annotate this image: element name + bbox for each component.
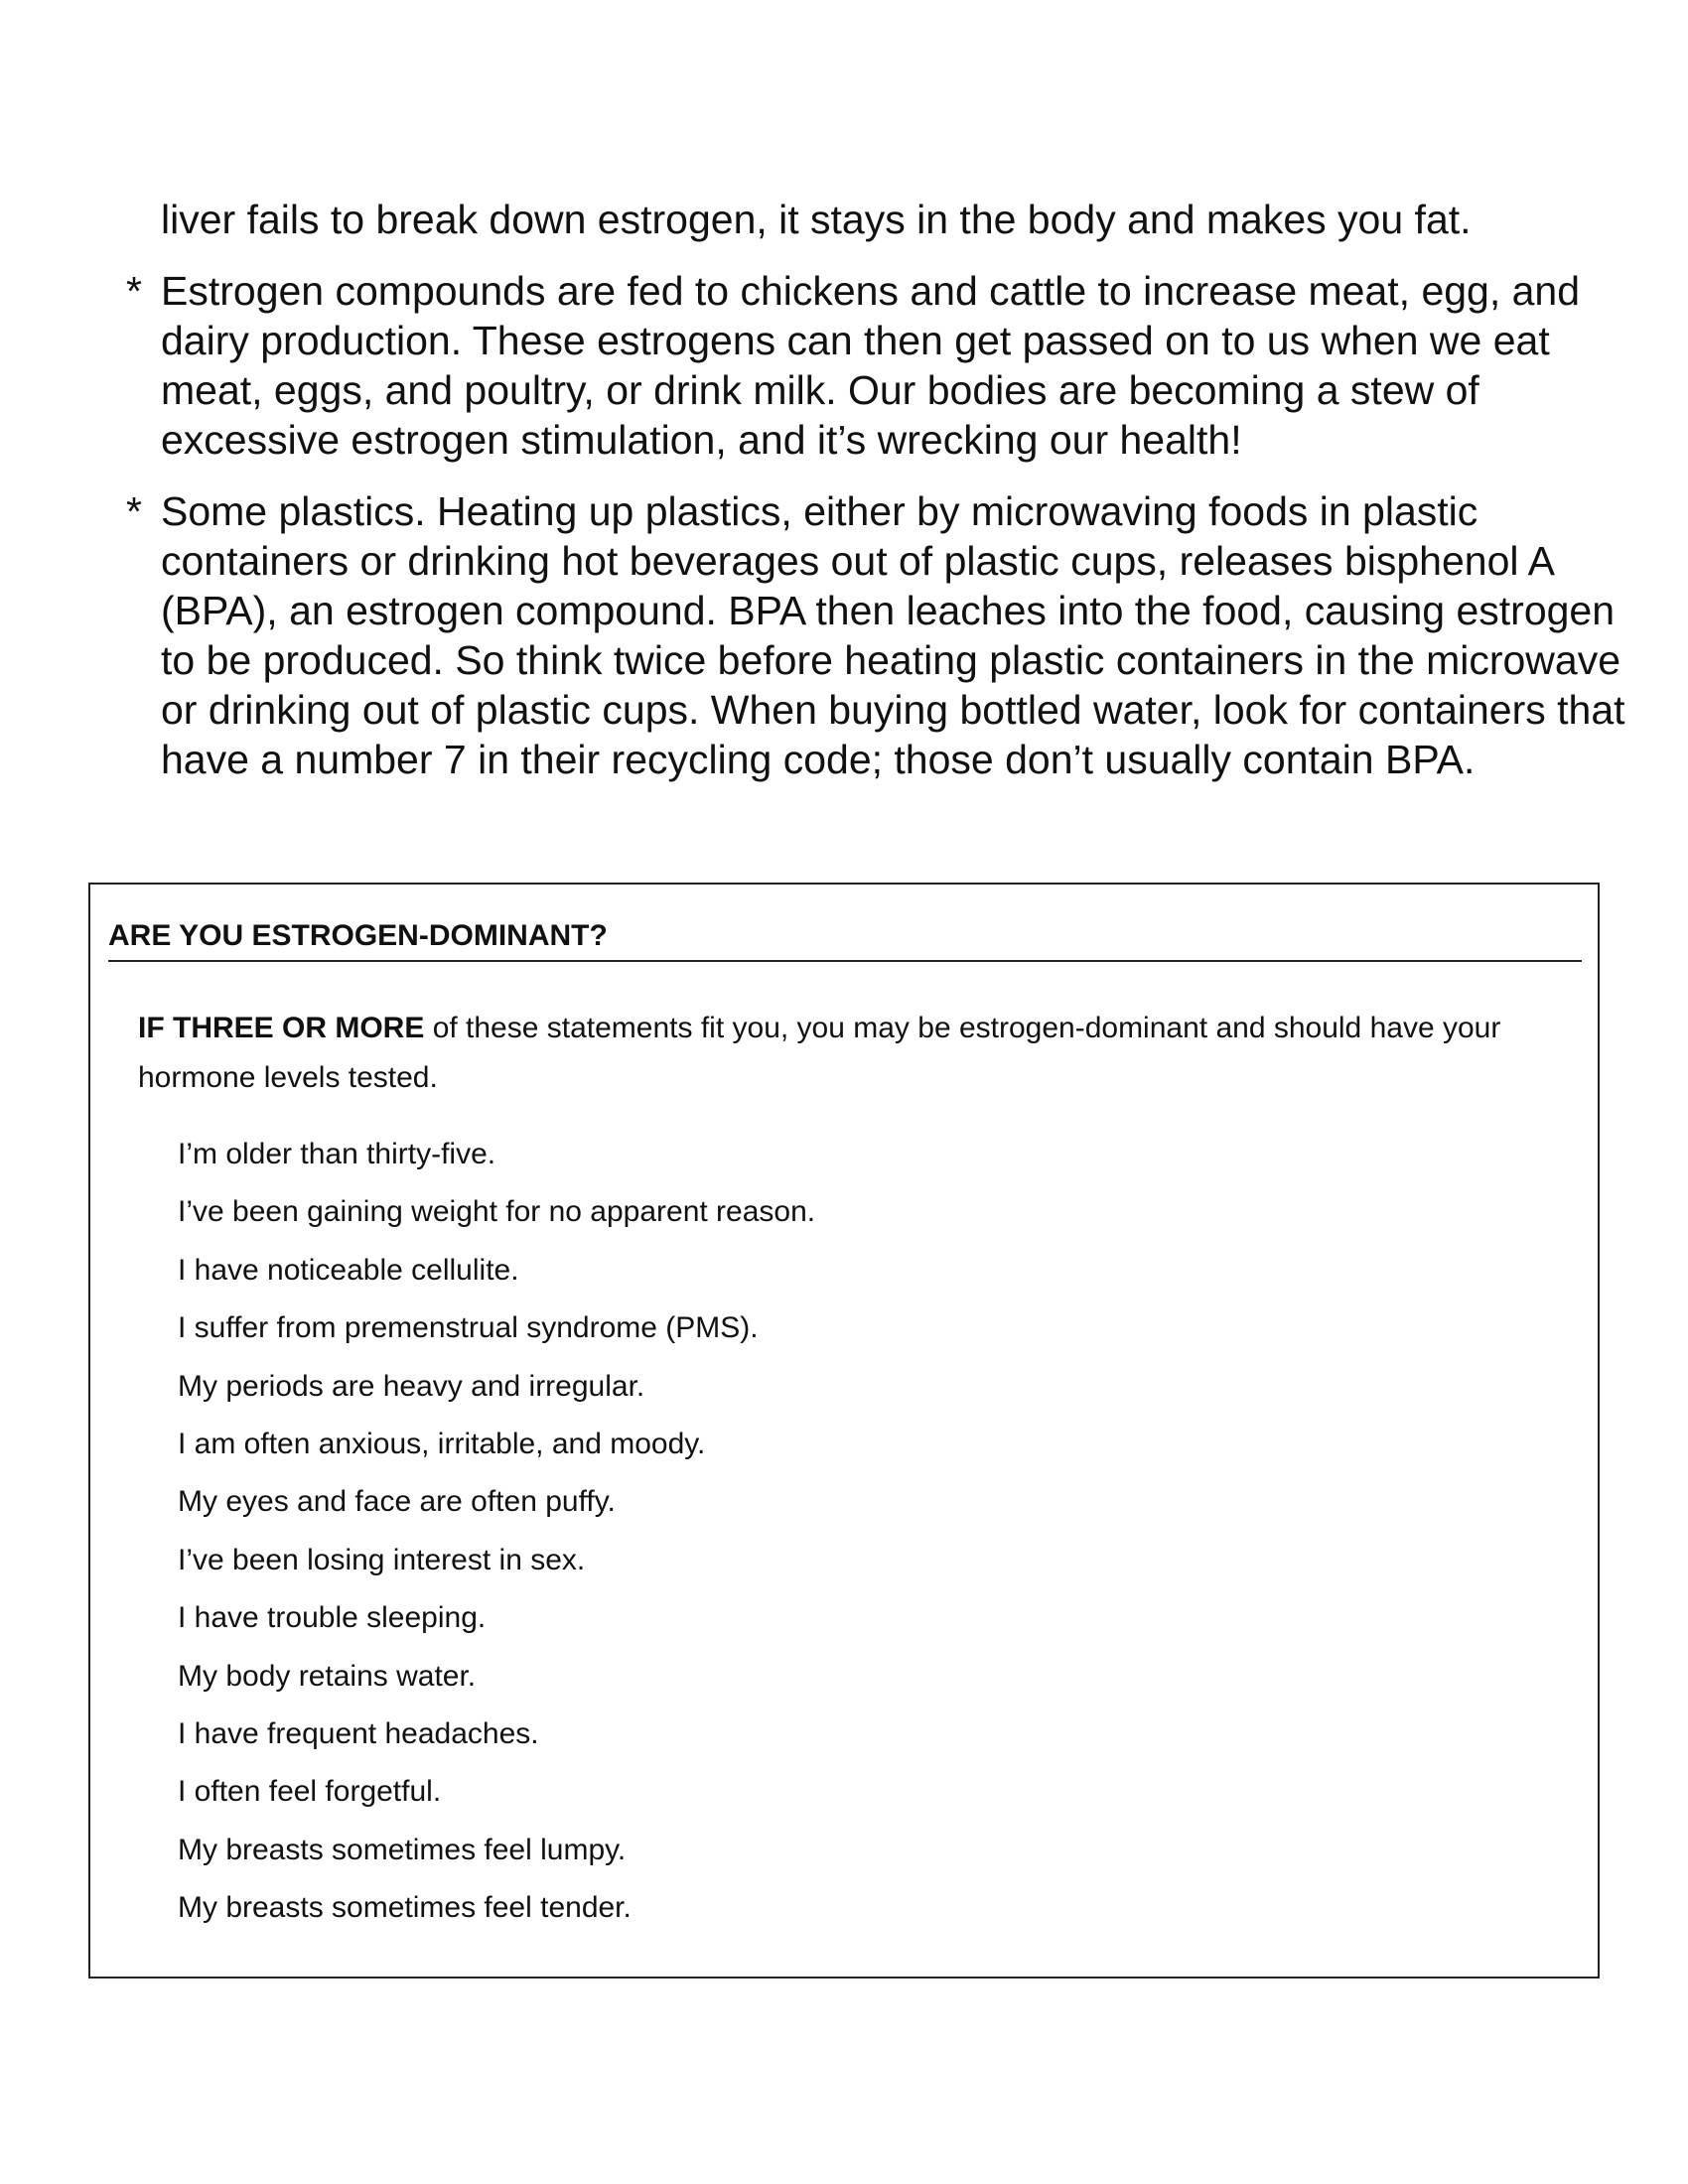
bullet-item-estrogen-compounds <box>121 266 1630 465</box>
bullet-marker: * <box>126 488 142 534</box>
statement-item: My eyes and face are often puffy. <box>178 1485 616 1519</box>
statement-item: I have frequent headaches. <box>178 1716 539 1750</box>
box-title: ARE YOU ESTROGEN-DOMINANT? <box>108 918 1582 962</box>
statement-item: I have noticeable cellulite. <box>178 1253 519 1287</box>
bullet-text: Some plastics. Heating up plastics, either by microwaving foods in plastic containers or drinking hot beverages out of plastic cups, releases bisphenol A (BPA), an estrogen compound. BPA then leaches into the food, causing estrogen to be produced. So think twice before heating plastic containers in the microwave or drinking out of plastic cups. When buying bottled water, look for containers that have a number 7 in their recycling code; those don’t usually contain BPA. <box>161 488 1625 782</box>
estrogen-quiz-box <box>88 883 1600 1979</box>
statement-item: My breasts sometimes feel lumpy. <box>178 1833 627 1866</box>
box-intro <box>138 1004 1568 1103</box>
statement-list <box>178 1135 815 1946</box>
statement-item: My periods are heavy and irregular. <box>178 1369 645 1403</box>
statement-item: I suffer from premenstrual syndrome (PMS). <box>178 1311 759 1345</box>
statement-item: I am often anxious, irritable, and moody. <box>178 1427 706 1460</box>
bullet-marker: * <box>126 268 142 314</box>
statement-item: I’ve been gaining weight for no apparent reason. <box>178 1195 816 1229</box>
statement-item: My breasts sometimes feel tender. <box>178 1891 632 1925</box>
statement-item: I often feel forgetful. <box>178 1775 442 1809</box>
statement-item: My body retains water. <box>178 1659 477 1693</box>
body-text <box>121 195 1630 806</box>
statement-item: I’ve been losing interest in sex. <box>178 1543 586 1576</box>
bullet-item-plastics <box>121 486 1630 784</box>
intro-lead: IF THREE OR MORE <box>138 1012 425 1044</box>
statement-item: I’m older than thirty-five. <box>178 1138 496 1170</box>
intro-rest: of these statements fit you, you may be estrogen-dominant and should have your hormone levels tested. <box>138 1012 1501 1094</box>
statement-item: I have trouble sleeping. <box>178 1601 487 1635</box>
continuation-paragraph: liver fails to break down estrogen, it stays in the body and makes you fat. <box>161 197 1472 242</box>
bullet-text: Estrogen compounds are fed to chickens and cattle to increase meat, egg, and dairy production. These estrogens can then get passed on to us when we eat meat, eggs, and poultry, or drink milk. Our bodies are becoming a stew of excessive estrogen stimulation, and it’s wrecking our health! <box>161 268 1581 463</box>
